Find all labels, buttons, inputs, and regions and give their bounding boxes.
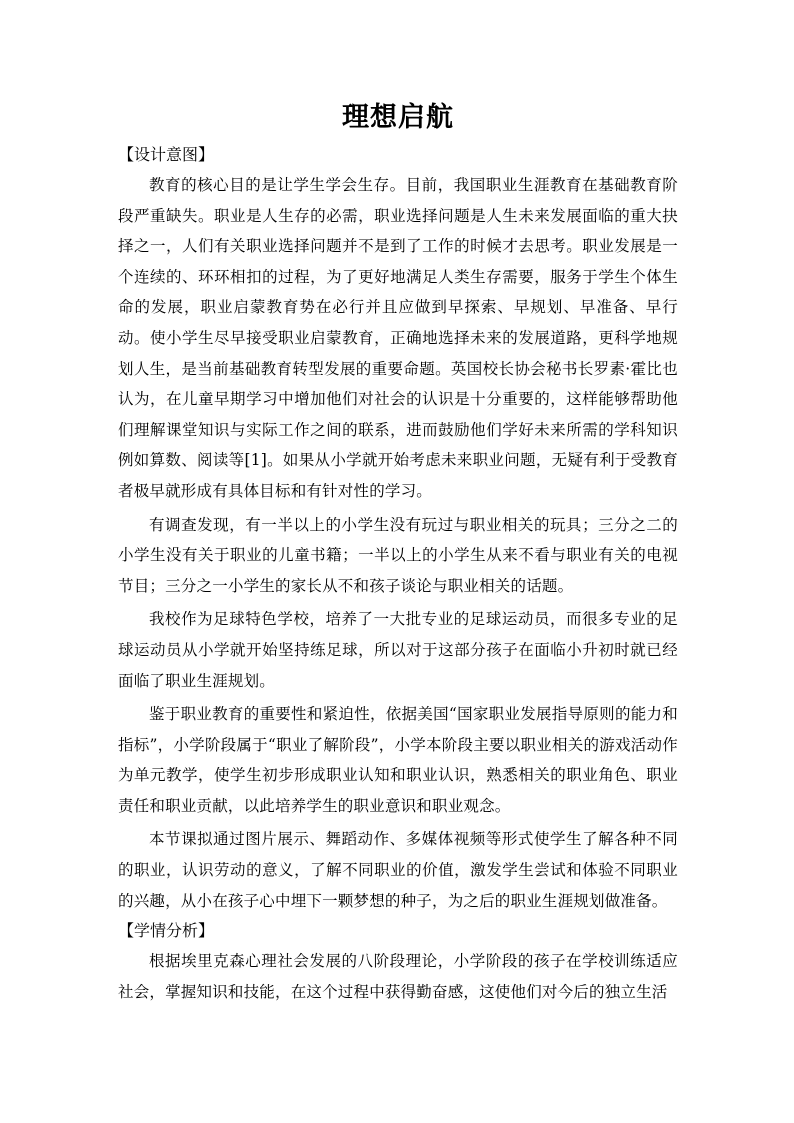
- document-page: [118, 96, 678, 1007]
- document-title: 理想启航: [342, 102, 454, 133]
- section-heading: 【设计意图】: [118, 145, 215, 164]
- body-paragraph: 鉴于职业教育的重要性和紧迫性，依据美国“国家职业发展指导原则的能力和指标”，小学阶段属于“职业了解阶段”，小学本阶段主要以职业相关的游戏活动作为单元教学，使学生初步形成职业认知和职业认识，熟悉相关的职业角色、职业责任和职业贡献，以此培养学生的职业意识和职业观念。: [118, 705, 678, 815]
- body-paragraph: 有调查发现，有一半以上的小学生没有玩过与职业相关的玩具；三分之二的小学生没有关于职业的儿童书籍；一半以上的小学生从来不看与职业有关的电视节目；三分之一小学生的家长从不和孩子谈论与职业相关的话题。: [118, 515, 678, 595]
- body-paragraph: 本节课拟通过图片展示、舞蹈动作、多媒体视频等形式使学生了解各种不同的职业，认识劳动的意义，了解不同职业的价值，激发学生尝试和体验不同职业的兴趣，从小在孩子心中埋下一颗梦想的种子，为之后的职业生涯规划做准备。: [118, 830, 678, 910]
- section-learner-analysis: [118, 916, 678, 1007]
- section-design-intent: [118, 140, 678, 916]
- section-heading: 【学情分析】: [118, 921, 215, 941]
- body-paragraph: 根据埃里克森心理社会发展的八阶段理论，小学阶段的孩子在学校训练适应社会，掌握知识和技能，在这个过程中获得勤奋感，这使他们对今后的独立生活: [118, 952, 678, 1001]
- body-paragraph: 教育的核心目的是让学生学会生存。目前，我国职业生涯教育在基础教育阶段严重缺失。职业是人生存的必需，职业选择问题是人生未来发展面临的重大抉择之一，人们有关职业选择问题并不是到了工作的时候才去思考。职业发展是一个连续的、环环相扣的过程，为了更好地满足人类生存需要，服务于学生个体生命的发展，职业启蒙教育势在必行并且应做到早探索、早规划、早准备、早行动。使小学生尽早接受职业启蒙教育，正确地选择未来的发展道路，更科学地规划人生，是当前基础教育转型发展的重要命题。英国校长协会秘书长罗素·霍比也认为，在儿童早期学习中增加他们对社会的认识是十分重要的，这样能够帮助他们理解课堂知识与实际工作之间的联系，进而鼓励他们学好未来所需的学科知识例如算数、阅读等[1]。如果从小学就开始考虑未来职业问题，无疑有利于受教育者极早就形成有具体目标和有针对性的学习。: [118, 176, 678, 500]
- body-paragraph: 我校作为足球特色学校，培养了一大批专业的足球运动员，而很多专业的足球运动员从小学就开始坚持练足球，所以对于这部分孩子在面临小升初时就已经面临了职业生涯规划。: [118, 610, 678, 690]
